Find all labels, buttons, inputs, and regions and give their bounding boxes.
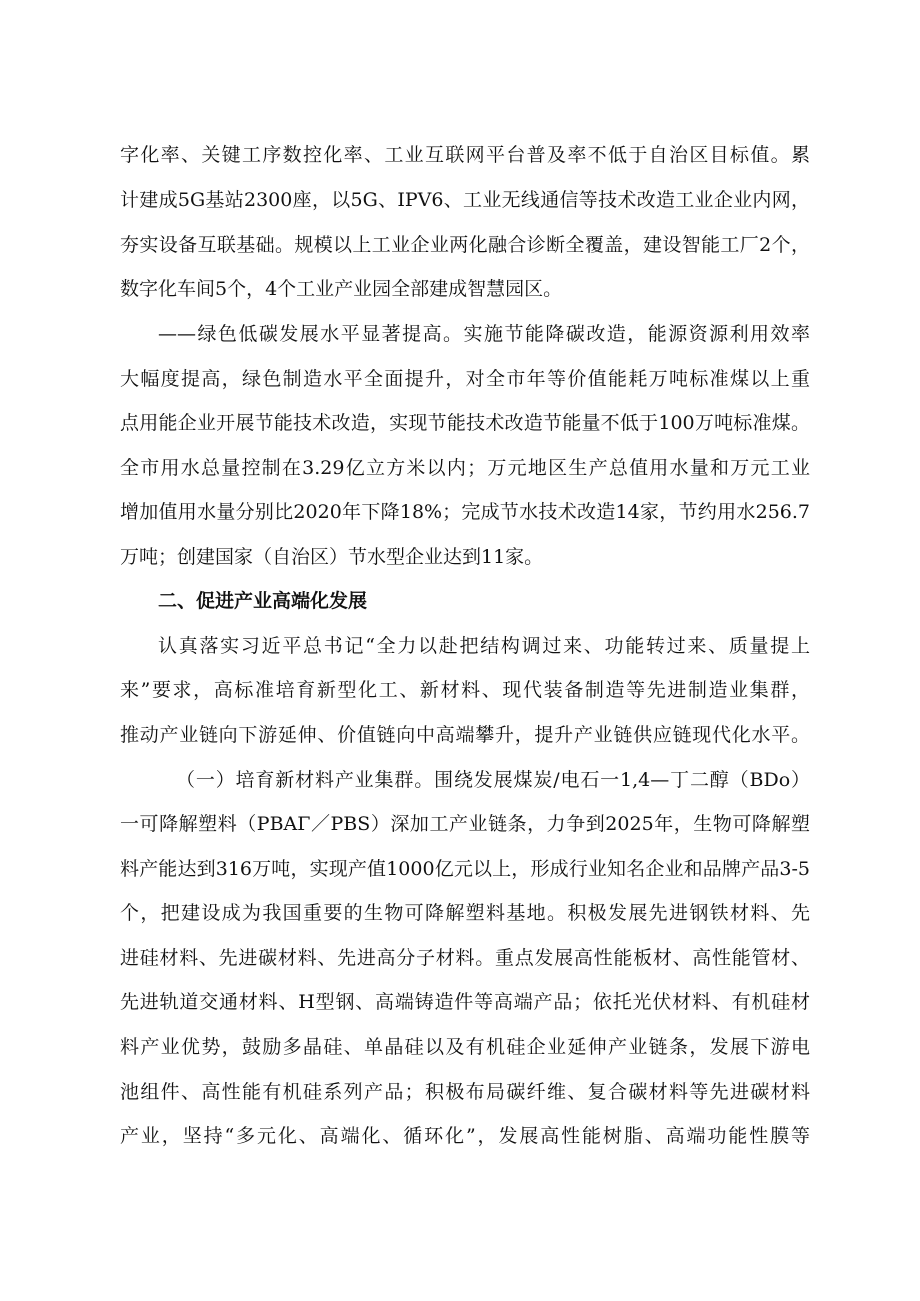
paragraph-4-line-3: 料产能达到316万吨，实现产值1000亿元以上，形成行业知名企业和品牌产品3-5 — [120, 858, 810, 880]
paragraph-4-line-7: 料产业优势，鼓励多晶硅、单晶硅以及有机硅企业延伸产业链条，发展下游电 — [120, 1036, 810, 1058]
paragraph-2-line-5: 增加值用水量分别比2020年下降18%；完成节水技术改造14家，节约用水256.7 — [120, 501, 810, 523]
paragraph-3-line-1: 认真落实习近平总书记“全力以赴把结构调过来、功能转过来、质量提上 — [158, 635, 810, 657]
paragraph-4-line-9: 产业，坚持“多元化、高端化、循环化”，发展高性能树脂、高端功能性膜等 — [120, 1125, 810, 1147]
paragraph-1-line-2: 计建成5G基站2300座，以5G、IPV6、工业无线通信等技术改造工业企业内网， — [120, 189, 810, 211]
paragraph-1-line-4: 数字化车间5个，4个工业产业园全部建成智慧园区。 — [120, 278, 563, 300]
paragraph-2-line-4: 全市用水总量控制在3.29亿立方米以内；万元地区生产总值用水量和万元工业 — [120, 457, 810, 479]
paragraph-2-line-1: ——绿色低碳发展水平显著提高。实施节能降碳改造，能源资源利用效率 — [158, 323, 810, 345]
paragraph-4-line-1: （一）培育新材料产业集群。围绕发展煤炭/电石一1,4—丁二醇（BDo） — [176, 769, 810, 791]
paragraph-1-line-3: 夯实设备互联基础。规模以上工业企业两化融合诊断全覆盖，建设智能工厂2个， — [120, 234, 810, 256]
section-heading: 二、促进产业高端化发展 — [158, 590, 368, 612]
paragraph-4-line-8: 池组件、高性能有机硅系列产品；积极布局碳纤维、复合碳材料等先进碳材料 — [120, 1081, 810, 1103]
paragraph-4-line-6: 先进轨道交通材料、H型钢、高端铸造件等高端产品；依托光伏材料、有机硅材 — [120, 991, 810, 1013]
paragraph-2-line-3: 点用能企业开展节能技术改造，实现节能技术改造节能量不低于100万吨标准煤。 — [120, 412, 810, 434]
paragraph-2-line-2: 大幅度提高，绿色制造水平全面提升，对全市年等价值能耗万吨标准煤以上重 — [120, 368, 810, 390]
paragraph-1-line-1: 字化率、关键工序数控化率、工业互联网平台普及率不低于自治区目标值。累 — [120, 144, 810, 166]
paragraph-4-line-4: 个，把建设成为我国重要的生物可降解塑料基地。积极发展先进钢铁材料、先 — [120, 902, 810, 924]
paragraph-4-line-2: 一可降解塑料（PBAΓ／PBS）深加工产业链条，力争到2025年，生物可降解塑 — [120, 813, 810, 835]
paragraph-3-line-2: 来”要求，高标准培育新型化工、新材料、现代装备制造等先进制造业集群， — [120, 679, 810, 701]
paragraph-4-line-5: 进硅材料、先进碳材料、先进高分子材料。重点发展高性能板材、高性能管材、 — [120, 947, 810, 969]
paragraph-3-line-3: 推动产业链向下游延伸、价值链向中高端攀升，提升产业链供应链现代化水平。 — [120, 724, 810, 746]
paragraph-2-line-6: 万吨；创建国家（自治区）节水型企业达到11家。 — [120, 546, 544, 568]
